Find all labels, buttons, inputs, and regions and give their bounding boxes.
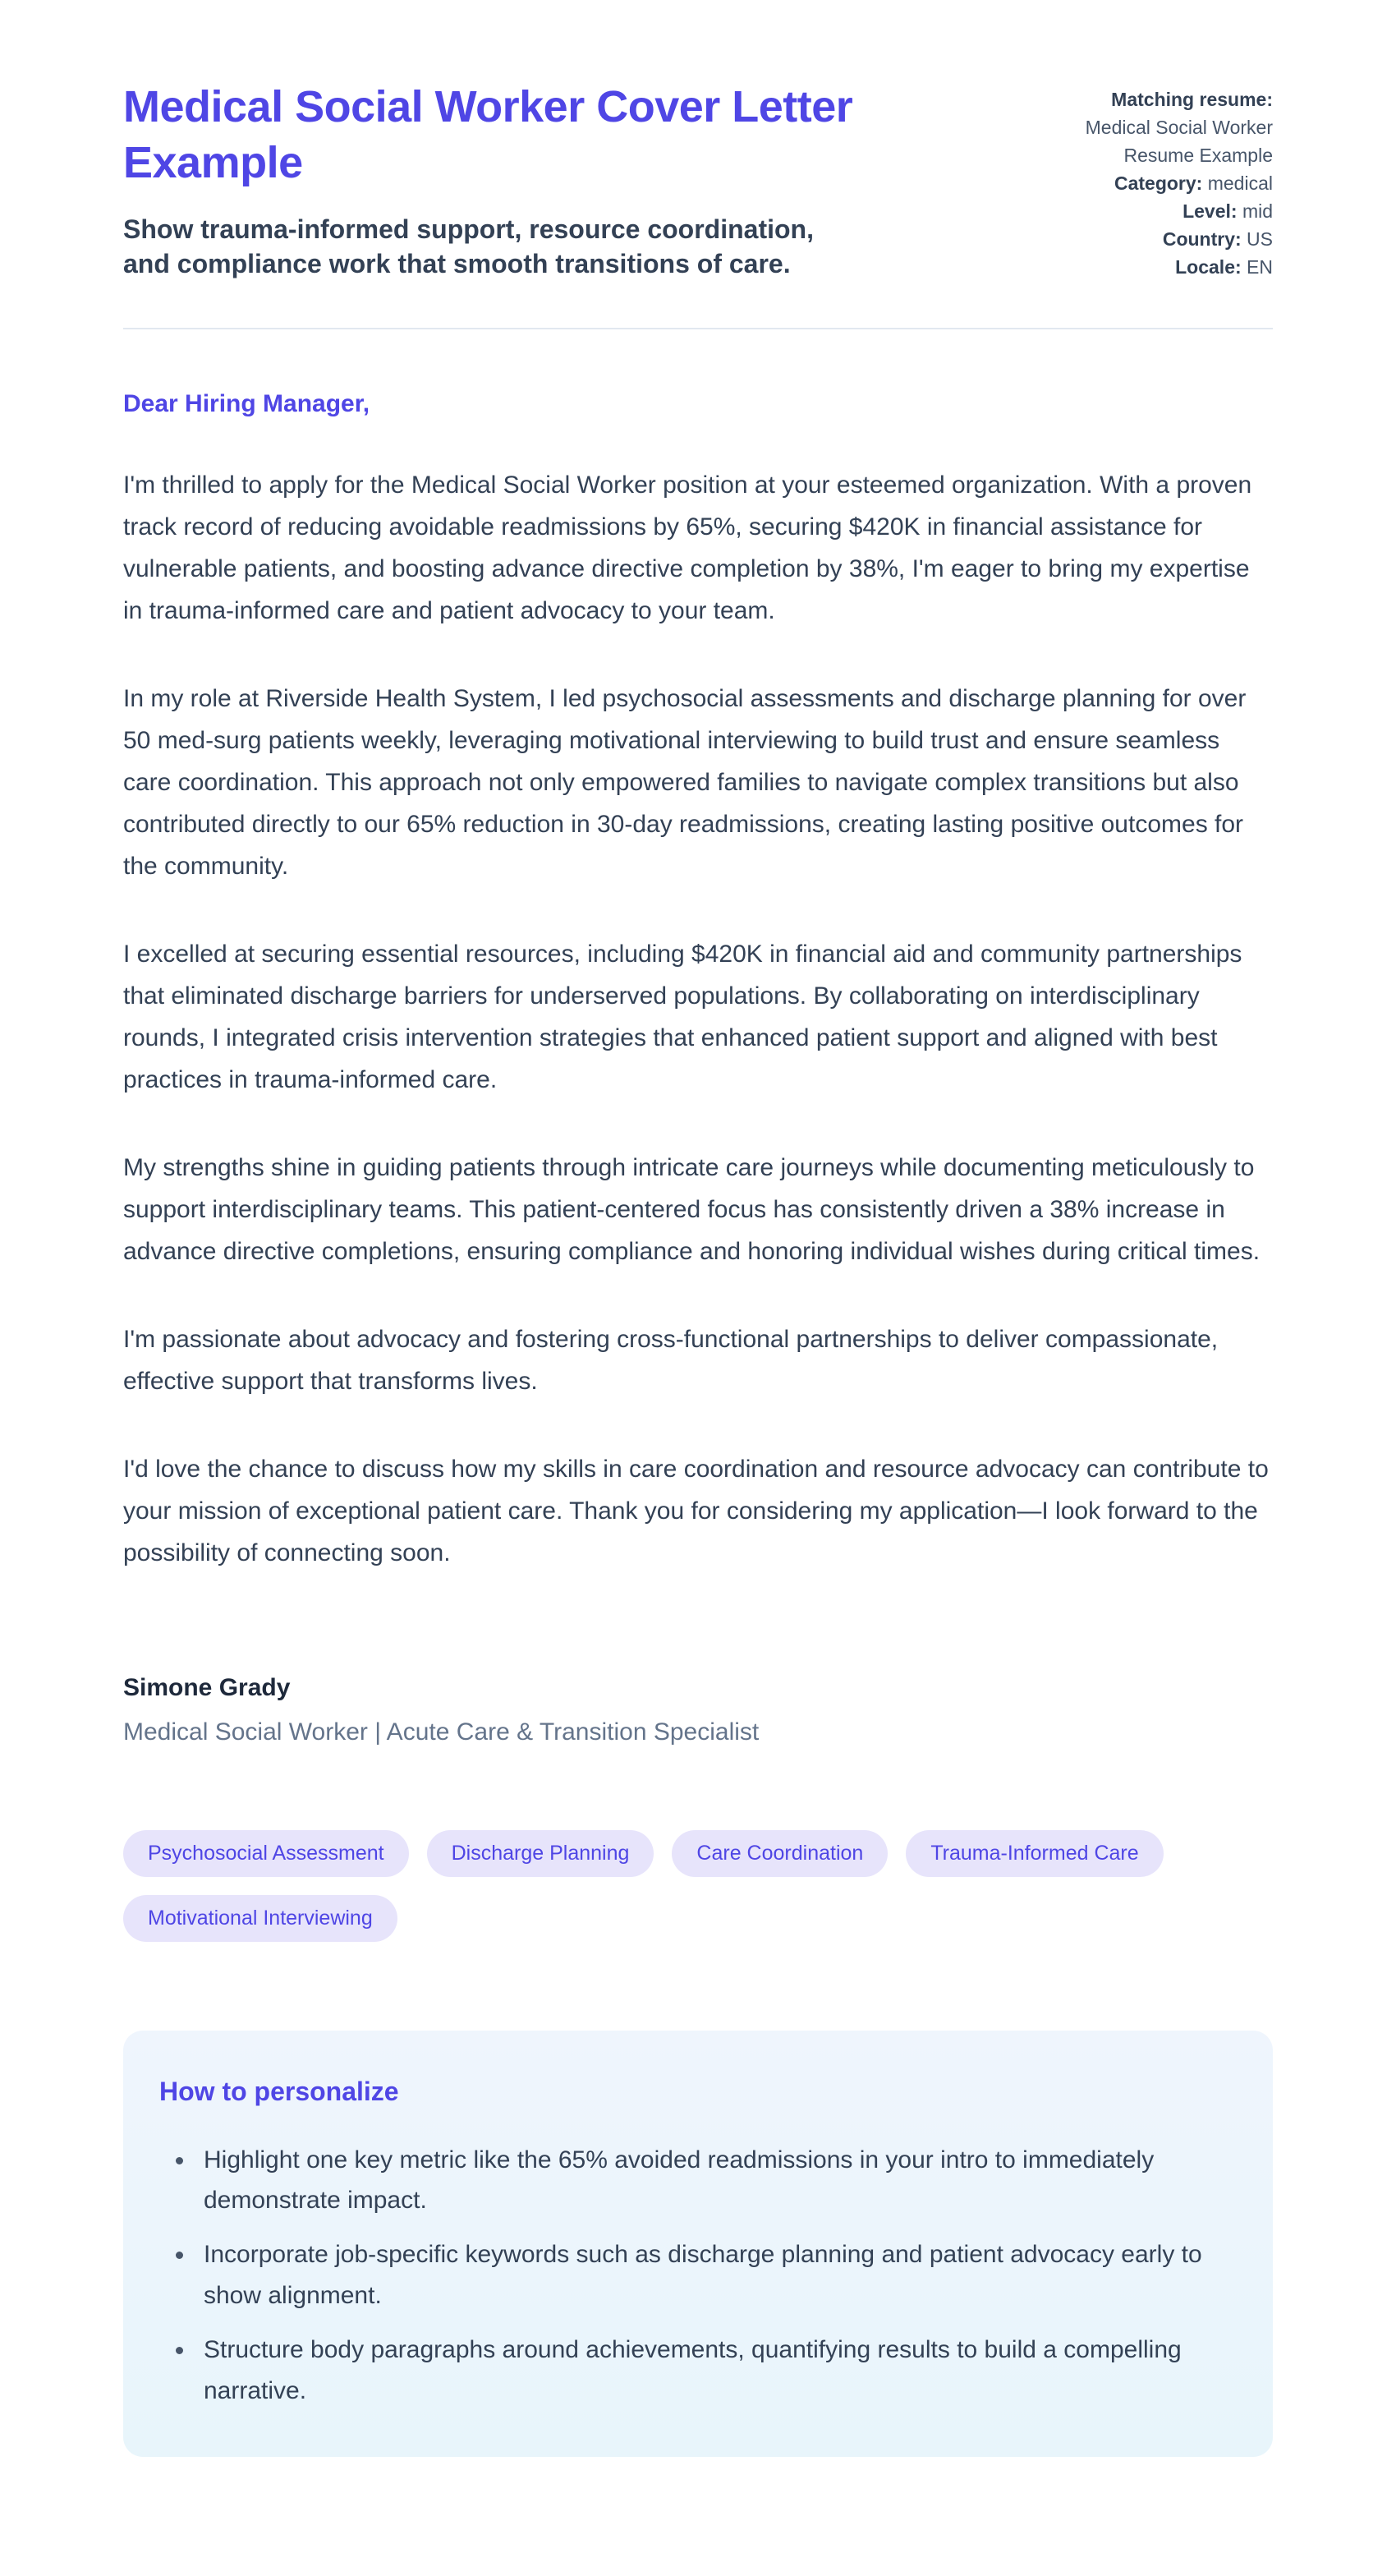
letter-paragraph: I'm passionate about advocacy and fostering cross-functional partnerships to deliver compassionate, effective support that transforms lives. <box>123 1325 1219 1395</box>
meta-level: Level: mid <box>1182 200 1273 223</box>
signature-title: Medical Social Worker | Acute Care & Transition Specialist <box>123 1718 760 1746</box>
tip-item: • Incorporate job-specific keywords such as discharge planning and patient advocacy early to show alignment. <box>195 2234 1227 2316</box>
tip-item: • Highlight one key metric like the 65% avoided readmissions in your intro to immediately demonstrate impact. <box>195 2140 1227 2222</box>
letter-paragraph: I excelled at securing essential resources, including $420K in financial aid and community partnerships that eliminated discharge barriers for underserved populations. By collaborating on interdisciplinary rounds, I integrated crisis intervention strategies that enhanced patient support and aligned with best practices in trauma-informed care. <box>123 940 1242 1093</box>
letter-paragraph: My strengths shine in guiding patients through intricate care journeys while documenting meticulously to support interdisciplinary teams. This patient-centered focus has consistently driven a 38% increase in advance directive completions, ensuring compliance and honoring individual wishes during critical times. <box>123 1153 1261 1265</box>
skill-tag: Trauma-Informed Care <box>906 1830 1163 1877</box>
meta-country: Country: US <box>1162 228 1273 251</box>
header-title-block <box>123 79 1000 282</box>
letter-signature <box>123 1674 1273 1746</box>
letter-paragraph: I'm thrilled to apply for the Medical Social Worker position at your esteemed organization. With a proven track record of reducing avoidable readmissions by 65%, securing $420K in financial assistance for vulnerable patients, and boosting advance directive completion by 38%, I'm eager to bring my expertise in trauma-informed care and patient advocacy to your team. <box>123 471 1252 624</box>
resume-meta <box>1033 79 1273 281</box>
meta-category: Category: medical <box>1114 172 1273 195</box>
signature-name: Simone Grady <box>123 1673 291 1701</box>
personalize-tipbox <box>123 2031 1273 2458</box>
skill-tag: Motivational Interviewing <box>123 1895 397 1942</box>
letter-paragraph: I'd love the chance to discuss how my skills in care coordination and resource advocacy can contribute to your mission of exceptional patient care. Thank you for considering my application—I look forward to the possibility of connecting soon. <box>123 1455 1269 1566</box>
skill-tags <box>123 1830 1273 1942</box>
page-header <box>123 79 1273 282</box>
letter-paragraph: In my role at Riverside Health System, I led psychosocial assessments and discharge planning for over 50 med-surg patients weekly, leveraging motivational interviewing to build trust and ensure seamless care coordination. This approach not only empowered families to navigate complex transitions but also contributed directly to our 65% reduction in 30-day readmissions, creating lasting positive outcomes for the community. <box>123 684 1247 880</box>
meta-locale: Locale: EN <box>1175 256 1273 278</box>
matching-resume-label: Matching resume: <box>1111 89 1273 110</box>
skill-tag: Psychosocial Assessment <box>123 1830 409 1877</box>
letter-greeting: Dear Hiring Manager, <box>123 389 370 417</box>
page-title: Medical Social Worker Cover Letter Example <box>123 82 853 188</box>
tipbox-title: How to personalize <box>159 2076 399 2106</box>
skill-tag: Care Coordination <box>672 1830 888 1877</box>
tips-list <box>159 2140 1227 2412</box>
page-subtitle: Show trauma-informed support, resource coordination, and compliance work that smooth transitions of care. <box>123 214 814 279</box>
cover-letter-page <box>123 0 1273 2531</box>
header-divider <box>123 328 1273 329</box>
skill-tag: Discharge Planning <box>427 1830 654 1877</box>
tip-item: • Structure body paragraphs around achievements, quantifying results to build a compelling narrative. <box>195 2330 1227 2412</box>
cover-letter-body <box>123 390 1273 1746</box>
letter-paragraphs <box>123 464 1273 1574</box>
matching-resume-value: Medical Social Worker Resume Example <box>1085 117 1273 167</box>
